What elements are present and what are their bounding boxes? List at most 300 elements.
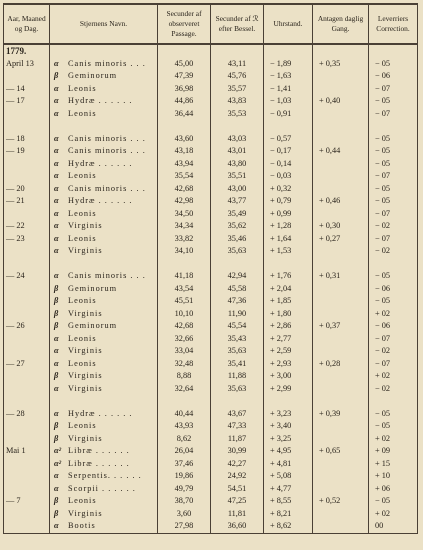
table-row	[4, 408, 418, 421]
star-cell	[50, 420, 158, 433]
date-cell: — 14	[4, 83, 50, 96]
date-cell	[4, 70, 50, 83]
clock-cell: + 2,04	[264, 283, 313, 296]
star-name: Leonis	[68, 333, 97, 343]
table-row	[4, 258, 418, 271]
table-row	[4, 345, 418, 358]
observed-cell	[158, 258, 211, 271]
correction-cell: + 10	[369, 470, 418, 483]
star-name: Libræ . . . . . .	[68, 446, 130, 456]
observed-cell: 42,68	[158, 183, 211, 196]
greek-letter: α	[54, 171, 59, 181]
computed-cell: 43,03	[211, 133, 264, 146]
date-cell: — 28	[4, 408, 50, 421]
star-name: Leonis	[68, 496, 97, 506]
table-row	[4, 458, 418, 471]
table-row	[4, 145, 418, 158]
date-cell: Mai 1	[4, 445, 50, 458]
date-cell	[4, 420, 50, 433]
correction-cell: − 06	[369, 283, 418, 296]
clock-cell: − 0,91	[264, 108, 313, 121]
clock-cell: − 1,03	[264, 95, 313, 108]
star-name: Leonis	[68, 358, 97, 368]
table-row	[4, 495, 418, 508]
observed-cell: 43,60	[158, 133, 211, 146]
star-name: Hydræ . . . . . .	[68, 96, 133, 106]
greek-letter: β	[54, 308, 59, 318]
greek-letter: β	[54, 508, 59, 518]
table-row	[4, 308, 418, 321]
computed-cell: 42,94	[211, 270, 264, 283]
correction-cell: + 02	[369, 308, 418, 321]
table-row	[4, 383, 418, 396]
star-cell	[50, 508, 158, 521]
star-name: Canis minoris . . .	[68, 58, 146, 68]
date-cell: — 17	[4, 95, 50, 108]
computed-cell: 43,11	[211, 58, 264, 71]
date-cell: — 19	[4, 145, 50, 158]
computed-cell: 35,63	[211, 245, 264, 258]
star-cell	[50, 283, 158, 296]
table-header	[4, 4, 418, 44]
greek-letter: β	[54, 321, 59, 331]
correction-cell: − 02	[369, 245, 418, 258]
correction-cell: − 05	[369, 495, 418, 508]
clock-cell: + 3,00	[264, 370, 313, 383]
greek-letter: α	[54, 246, 59, 256]
rate-cell	[313, 395, 369, 408]
clock-cell: + 8,21	[264, 508, 313, 521]
greek-letter: α	[54, 346, 59, 356]
star-cell	[50, 220, 158, 233]
rate-cell	[313, 470, 369, 483]
correction-cell: − 07	[369, 233, 418, 246]
correction-cell: + 02	[369, 508, 418, 521]
computed-cell: 43,77	[211, 195, 264, 208]
greek-letter: β	[54, 296, 59, 306]
clock-cell: + 0,32	[264, 183, 313, 196]
year-row	[4, 44, 418, 58]
star-cell	[50, 458, 158, 471]
correction-cell: + 02	[369, 433, 418, 446]
computed-cell: 45,58	[211, 283, 264, 296]
greek-letter: β	[54, 283, 59, 293]
star-name: Leonis	[68, 233, 97, 243]
star-name: Bootis	[68, 521, 96, 531]
observed-cell: 34,10	[158, 245, 211, 258]
rate-cell: + 0,27	[313, 233, 369, 246]
star-cell	[50, 520, 158, 533]
star-cell	[50, 158, 158, 171]
clock-cell: + 8,62	[264, 520, 313, 533]
computed-cell: 43,83	[211, 95, 264, 108]
observed-cell: 36,44	[158, 108, 211, 121]
clock-cell: + 4,77	[264, 483, 313, 496]
computed-cell: 43,67	[211, 408, 264, 421]
table-row	[4, 445, 418, 458]
greek-letter: α	[54, 358, 59, 368]
star-cell	[50, 345, 158, 358]
clock-cell: + 2,59	[264, 345, 313, 358]
rate-cell	[313, 370, 369, 383]
star-cell	[50, 195, 158, 208]
clock-cell: − 1,41	[264, 83, 313, 96]
observed-cell: 35,54	[158, 170, 211, 183]
star-name: Virginis	[68, 383, 103, 393]
observed-cell: 36,98	[158, 83, 211, 96]
table-row	[4, 158, 418, 171]
greek-letter: α	[54, 471, 59, 481]
greek-letter: β	[54, 371, 59, 381]
star-name: Leonis	[68, 108, 97, 118]
table-row	[4, 70, 418, 83]
header-computed: Secunder af ℛ efter Bessel.	[211, 4, 264, 44]
star-cell	[50, 495, 158, 508]
clock-cell: + 1,64	[264, 233, 313, 246]
table-row	[4, 370, 418, 383]
rate-cell	[313, 345, 369, 358]
star-cell	[50, 383, 158, 396]
greek-letter: α	[54, 221, 59, 231]
clock-cell: − 0,14	[264, 158, 313, 171]
header-correction: Leverriers Correction.	[369, 4, 418, 44]
rate-cell	[313, 83, 369, 96]
greek-letter: α	[54, 133, 59, 143]
rate-cell: + 0,65	[313, 445, 369, 458]
computed-cell: 11,88	[211, 370, 264, 383]
table-row	[4, 245, 418, 258]
date-cell	[4, 458, 50, 471]
star-name: Serpentis. . . . . .	[68, 471, 142, 481]
clock-cell: − 0,17	[264, 145, 313, 158]
star-name: Canis minoris . . .	[68, 271, 146, 281]
correction-cell: − 05	[369, 95, 418, 108]
rate-cell	[313, 333, 369, 346]
header-rate: Antagen daglig Gang.	[313, 4, 369, 44]
observed-cell: 43,93	[158, 420, 211, 433]
date-cell	[4, 333, 50, 346]
computed-cell: 35,46	[211, 233, 264, 246]
star-cell	[50, 433, 158, 446]
table-row	[4, 470, 418, 483]
observed-cell	[158, 120, 211, 133]
clock-cell: + 1,85	[264, 295, 313, 308]
rate-cell	[313, 208, 369, 221]
rate-cell	[313, 520, 369, 533]
star-cell	[50, 108, 158, 121]
star-cell	[50, 295, 158, 308]
correction-cell: − 06	[369, 320, 418, 333]
star-cell	[50, 483, 158, 496]
rate-cell: + 0,37	[313, 320, 369, 333]
star-cell	[50, 170, 158, 183]
star-cell	[50, 308, 158, 321]
star-name: Canis minoris . . .	[68, 183, 146, 193]
star-cell	[50, 258, 158, 271]
greek-letter: α²	[54, 458, 62, 468]
correction-cell: − 05	[369, 270, 418, 283]
year-label: 1779.	[4, 44, 50, 58]
header-star: Stjernens Navn.	[50, 4, 158, 44]
computed-cell: 54,51	[211, 483, 264, 496]
rate-cell: + 0,52	[313, 495, 369, 508]
rate-cell	[313, 258, 369, 271]
observation-table	[3, 3, 418, 534]
greek-letter: α²	[54, 446, 62, 456]
date-cell: — 20	[4, 183, 50, 196]
computed-cell: 47,36	[211, 295, 264, 308]
table-row	[4, 283, 418, 296]
computed-cell: 35,53	[211, 108, 264, 121]
greek-letter: α	[54, 333, 59, 343]
table-row	[4, 108, 418, 121]
rate-cell	[313, 120, 369, 133]
observed-cell: 42,98	[158, 195, 211, 208]
date-cell	[4, 120, 50, 133]
computed-cell: 30,99	[211, 445, 264, 458]
rate-cell	[313, 158, 369, 171]
computed-cell: 43,80	[211, 158, 264, 171]
star-cell	[50, 408, 158, 421]
rate-cell	[313, 308, 369, 321]
date-cell: — 23	[4, 233, 50, 246]
computed-cell: 35,41	[211, 358, 264, 371]
correction-cell: − 05	[369, 408, 418, 421]
star-name: Leonis	[68, 83, 97, 93]
clock-cell: + 0,79	[264, 195, 313, 208]
star-name: Hydræ . . . . . .	[68, 408, 133, 418]
observed-cell: 34,50	[158, 208, 211, 221]
correction-cell: − 02	[369, 345, 418, 358]
correction-cell: − 07	[369, 83, 418, 96]
computed-cell: 35,51	[211, 170, 264, 183]
star-cell	[50, 95, 158, 108]
computed-cell	[211, 395, 264, 408]
observed-cell: 43,18	[158, 145, 211, 158]
rate-cell	[313, 295, 369, 308]
header-observed: Secunder af observeret Passage.	[158, 4, 211, 44]
star-cell	[50, 470, 158, 483]
computed-cell: 35,63	[211, 383, 264, 396]
greek-letter: α	[54, 146, 59, 156]
clock-cell: + 0,99	[264, 208, 313, 221]
table-row	[4, 83, 418, 96]
table-row	[4, 395, 418, 408]
observed-cell: 8,88	[158, 370, 211, 383]
rate-cell	[313, 458, 369, 471]
header-date: Aar, Maaned og Dag.	[4, 4, 50, 44]
greek-letter: α	[54, 483, 59, 493]
header-clock: Uhrstand.	[264, 4, 313, 44]
observed-cell: 33,04	[158, 345, 211, 358]
star-name: Canis minoris . . .	[68, 133, 146, 143]
observed-cell: 37,46	[158, 458, 211, 471]
date-cell: — 18	[4, 133, 50, 146]
date-cell: — 22	[4, 220, 50, 233]
correction-cell: − 05	[369, 158, 418, 171]
date-cell: — 21	[4, 195, 50, 208]
star-cell	[50, 320, 158, 333]
date-cell	[4, 370, 50, 383]
observed-cell: 3,60	[158, 508, 211, 521]
correction-cell: − 07	[369, 108, 418, 121]
observed-cell: 43,94	[158, 158, 211, 171]
correction-cell: + 15	[369, 458, 418, 471]
correction-cell: − 07	[369, 170, 418, 183]
star-name: Virginis	[68, 221, 103, 231]
table-row	[4, 120, 418, 133]
greek-letter: β	[54, 421, 59, 431]
rate-cell	[313, 245, 369, 258]
clock-cell: + 3,25	[264, 433, 313, 446]
clock-cell	[264, 258, 313, 271]
correction-cell: − 07	[369, 333, 418, 346]
correction-cell: + 06	[369, 483, 418, 496]
table-row	[4, 270, 418, 283]
star-cell	[50, 333, 158, 346]
star-name: Hydræ . . . . . .	[68, 158, 133, 168]
clock-cell	[264, 120, 313, 133]
greek-letter: α	[54, 233, 59, 243]
clock-cell: + 1,28	[264, 220, 313, 233]
observed-cell: 40,44	[158, 408, 211, 421]
date-cell	[4, 345, 50, 358]
greek-letter: α	[54, 158, 59, 168]
greek-letter: α	[54, 183, 59, 193]
table-row	[4, 508, 418, 521]
star-name: Geminorum	[68, 283, 118, 293]
table-row	[4, 295, 418, 308]
rate-cell	[313, 133, 369, 146]
date-cell	[4, 520, 50, 533]
observed-cell: 32,64	[158, 383, 211, 396]
star-cell	[50, 133, 158, 146]
date-cell	[4, 395, 50, 408]
observed-cell	[158, 395, 211, 408]
computed-cell: 43,00	[211, 183, 264, 196]
greek-letter: α	[54, 58, 59, 68]
greek-letter: α	[54, 408, 59, 418]
star-name: Leonis	[68, 208, 97, 218]
computed-cell: 11,87	[211, 433, 264, 446]
clock-cell: + 1,76	[264, 270, 313, 283]
computed-cell: 35,57	[211, 83, 264, 96]
rate-cell: + 0,40	[313, 95, 369, 108]
star-name: Virginis	[68, 433, 103, 443]
greek-letter: β	[54, 496, 59, 506]
star-cell	[50, 70, 158, 83]
observed-cell: 26,04	[158, 445, 211, 458]
table-row	[4, 170, 418, 183]
star-name: Virginis	[68, 246, 103, 256]
star-name: Canis minoris . . .	[68, 146, 146, 156]
computed-cell: 11,81	[211, 508, 264, 521]
rate-cell	[313, 483, 369, 496]
clock-cell: + 1,53	[264, 245, 313, 258]
table-row	[4, 520, 418, 533]
rate-cell: + 0,46	[313, 195, 369, 208]
computed-cell: 24,92	[211, 470, 264, 483]
computed-cell: 45,54	[211, 320, 264, 333]
correction-cell: − 05	[369, 195, 418, 208]
computed-cell: 42,27	[211, 458, 264, 471]
greek-letter: α	[54, 208, 59, 218]
observed-cell: 41,18	[158, 270, 211, 283]
date-cell	[4, 383, 50, 396]
star-name: Leonis	[68, 171, 97, 181]
rate-cell	[313, 108, 369, 121]
star-cell	[50, 120, 158, 133]
star-cell	[50, 445, 158, 458]
computed-cell: 47,25	[211, 495, 264, 508]
rate-cell: + 0,44	[313, 145, 369, 158]
rate-cell	[313, 508, 369, 521]
correction-cell: + 09	[369, 445, 418, 458]
table-row	[4, 420, 418, 433]
observed-cell: 32,66	[158, 333, 211, 346]
clock-cell: − 0,57	[264, 133, 313, 146]
observed-cell: 47,39	[158, 70, 211, 83]
table-row	[4, 233, 418, 246]
date-cell	[4, 245, 50, 258]
table-row	[4, 333, 418, 346]
date-cell: — 27	[4, 358, 50, 371]
star-cell	[50, 358, 158, 371]
computed-cell: 35,43	[211, 333, 264, 346]
correction-cell: − 05	[369, 183, 418, 196]
rate-cell	[313, 70, 369, 83]
greek-letter: β	[54, 433, 59, 443]
star-name: Libræ . . . . . .	[68, 458, 130, 468]
correction-cell: + 02	[369, 370, 418, 383]
correction-cell: − 05	[369, 295, 418, 308]
computed-cell	[211, 120, 264, 133]
clock-cell: − 0,03	[264, 170, 313, 183]
table-row	[4, 358, 418, 371]
greek-letter: α	[54, 96, 59, 106]
observed-cell: 34,34	[158, 220, 211, 233]
greek-letter: α	[54, 271, 59, 281]
observed-cell: 33,82	[158, 233, 211, 246]
clock-cell: + 3,23	[264, 408, 313, 421]
star-name: Virginis	[68, 508, 103, 518]
clock-cell: − 1,63	[264, 70, 313, 83]
clock-cell: − 1,89	[264, 58, 313, 71]
star-cell	[50, 145, 158, 158]
rate-cell	[313, 170, 369, 183]
rate-cell	[313, 420, 369, 433]
clock-cell: + 3,40	[264, 420, 313, 433]
greek-letter: α	[54, 521, 59, 531]
table-row	[4, 195, 418, 208]
observed-cell: 42,68	[158, 320, 211, 333]
clock-cell: + 1,80	[264, 308, 313, 321]
greek-letter: α	[54, 108, 59, 118]
date-cell	[4, 470, 50, 483]
greek-letter: α	[54, 196, 59, 206]
star-name: Virginis	[68, 308, 103, 318]
observed-cell: 45,51	[158, 295, 211, 308]
computed-cell: 47,33	[211, 420, 264, 433]
star-name: Hydræ . . . . . .	[68, 196, 133, 206]
star-cell	[50, 370, 158, 383]
computed-cell: 36,60	[211, 520, 264, 533]
date-cell: — 24	[4, 270, 50, 283]
observed-cell: 43,54	[158, 283, 211, 296]
date-cell	[4, 508, 50, 521]
observed-cell: 10,10	[158, 308, 211, 321]
computed-cell: 11,90	[211, 308, 264, 321]
